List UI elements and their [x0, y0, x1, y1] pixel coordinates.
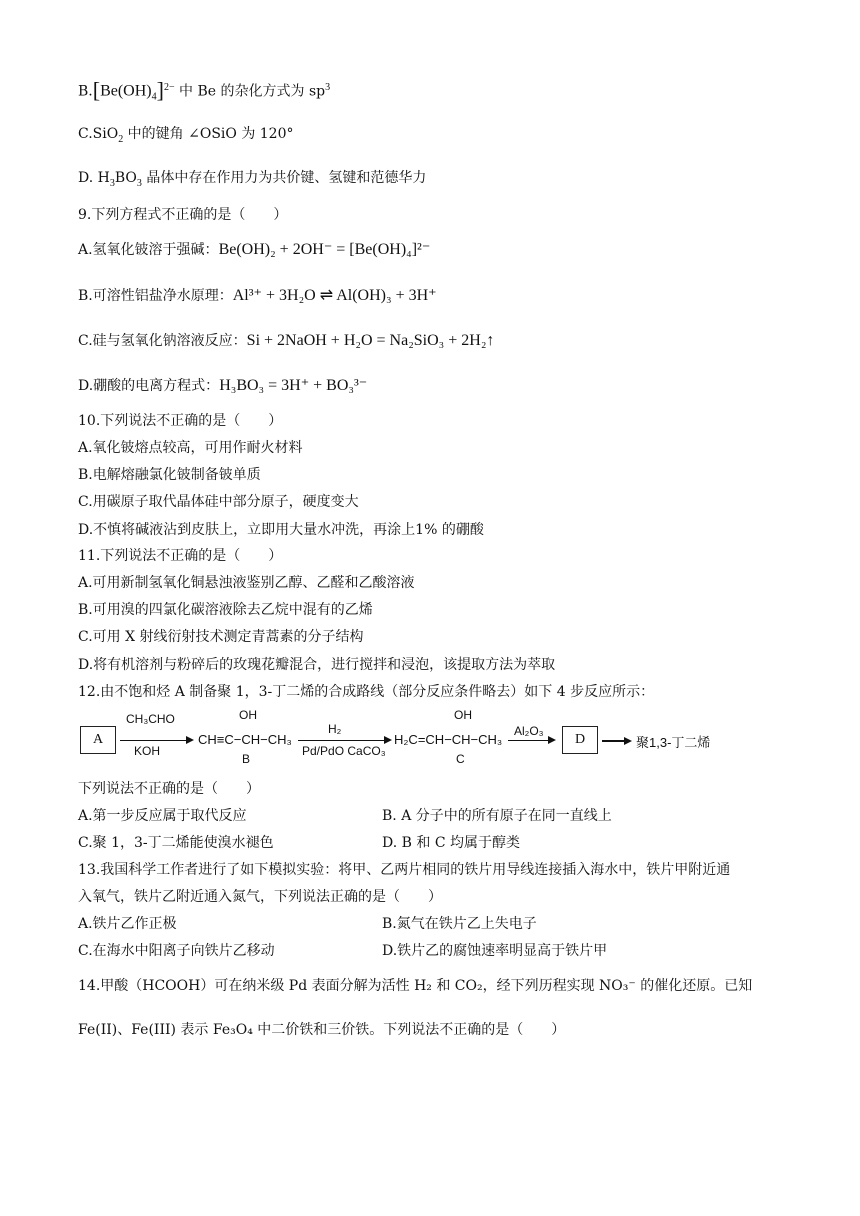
- compound-b-label: B: [242, 752, 251, 766]
- reaction-arrow-2: [298, 740, 390, 741]
- q9-stem: 9.下列方程式不正确的是（ ）: [78, 207, 288, 223]
- q10-option-c: C.用碳原子取代晶体硅中部分原子，硬度变大: [78, 494, 359, 510]
- q12-option-b: B. A 分子中的所有原子在同一直线上: [382, 808, 612, 824]
- q12-option-c: C.聚 1，3-丁二烯能使溴水褪色: [78, 835, 274, 851]
- q12-question: 下列说法不正确的是（ ）: [78, 781, 260, 797]
- q13-stem-line2: 入氧气，铁片乙附近通入氮气，下列说法正确的是（ ）: [78, 889, 442, 905]
- q9-option-a: A.氢氧化铍溶于强碱：Be(OH)₂ + 2OH⁻ = [Be(OH)₄]²⁻: [78, 241, 431, 258]
- product-label: 聚1,3-丁二烯: [636, 735, 711, 750]
- compound-d-box: D: [562, 726, 598, 754]
- q11-option-b: B.可用溴的四氯化碳溶液除去乙烷中混有的乙烯: [78, 602, 373, 618]
- q13-option-b: B.氮气在铁片乙上失电子: [382, 916, 537, 932]
- q8-option-d: D. $H_3BO_3$ 晶体中存在作用力为共价键、氢键和范德华力: [78, 170, 427, 189]
- q11-option-c: C.可用 X 射线衍射技术测定青蒿素的分子结构: [78, 629, 364, 645]
- q14-stem-line2: Fe(II)、Fe(III) 表示 Fe₃O₄ 中二价铁和三价铁。下列说法不正确的是（ ）: [78, 1022, 566, 1038]
- compound-c-label: C: [456, 752, 465, 766]
- compound-b-oh: OH: [239, 708, 257, 722]
- reagent-1-top: CH₃CHO: [126, 712, 175, 726]
- q12-option-d: D. B 和 C 均属于醇类: [382, 835, 520, 851]
- reaction-arrow-3: [508, 740, 554, 741]
- q11-option-d: D.将有机溶剂与粉碎后的玫瑰花瓣混合，进行搅拌和浸泡，该提取方法为萃取: [78, 657, 556, 673]
- q13-option-d: D.铁片乙的腐蚀速率明显高于铁片甲: [382, 943, 608, 959]
- reagent-2-top: H₂: [328, 722, 342, 736]
- q14-stem-line1: 14.甲酸（HCOOH）可在纳米级 Pd 表面分解为活性 H₂ 和 CO₂，经下列历程实现 NO₃⁻ 的催化还原。已知: [78, 978, 753, 994]
- compound-c: H₂C=CH−CH−CH₃: [394, 732, 503, 747]
- q10-stem: 10.下列说法不正确的是（ ）: [78, 413, 283, 429]
- compound-b: CH≡C−CH−CH₃: [198, 732, 292, 747]
- q13-option-a: A.铁片乙作正极: [78, 916, 177, 932]
- reaction-arrow-4: [602, 740, 630, 742]
- reagent-1-bottom: KOH: [134, 744, 161, 758]
- q12-stem: 12.由不饱和烃 A 制备聚 1，3-丁二烯的合成路线（部分反应条件略去）如下 4 步反应所示：: [78, 684, 655, 700]
- q11-option-a: A.可用新制氢氧化铜悬浊液鉴别乙醇、乙醛和乙酸溶液: [78, 575, 415, 591]
- q12-option-a: A.第一步反应属于取代反应: [78, 808, 247, 824]
- q9-option-c: C.硅与氢氧化钠溶液反应：Si + 2NaOH + H₂O = Na₂SiO₃ + 2H₂↑: [78, 332, 495, 349]
- q10-option-d: D.不慎将碱液沾到皮肤上，立即用大量水冲洗，再涂上1% 的硼酸: [78, 522, 484, 538]
- compound-c-oh: OH: [454, 708, 472, 722]
- q13-stem-line1: 13.我国科学工作者进行了如下模拟实验：将甲、乙两片相同的铁片用导线连接插入海水中，铁片甲附近通: [78, 862, 731, 878]
- q13-option-c: C.在海水中阳离子向铁片乙移动: [78, 943, 275, 959]
- q10-option-a: A.氧化铍熔点较高，可用作耐火材料: [78, 440, 303, 456]
- q10-option-b: B.电解熔融氯化铍制备铍单质: [78, 467, 261, 483]
- q11-stem: 11.下列说法不正确的是（ ）: [78, 548, 283, 564]
- q8-option-c: C.SiO$_2$ 中的键角 ∠OSiO 为 120°: [78, 126, 294, 145]
- synthesis-scheme: [78, 708, 738, 774]
- q9-option-d: D.硼酸的电离方程式：H₃BO₃ = 3H⁺ + BO₃³⁻: [78, 377, 368, 394]
- q9-option-b: B.可溶性铝盐净水原理：Al³⁺ + 3H₂O ⇌ Al(OH)₃ + 3H⁺: [78, 287, 437, 304]
- compound-a-box: A: [80, 726, 116, 754]
- reagent-3-top: Al₂O₃: [514, 724, 544, 738]
- reaction-arrow-1: [120, 740, 192, 741]
- q8-option-b: $B.[Be(OH)_4]^{2-}$ 中 Be 的杂化方式为 $sp^3$: [78, 77, 331, 103]
- reagent-2-bottom: Pd/PdO CaCO₃: [302, 744, 386, 758]
